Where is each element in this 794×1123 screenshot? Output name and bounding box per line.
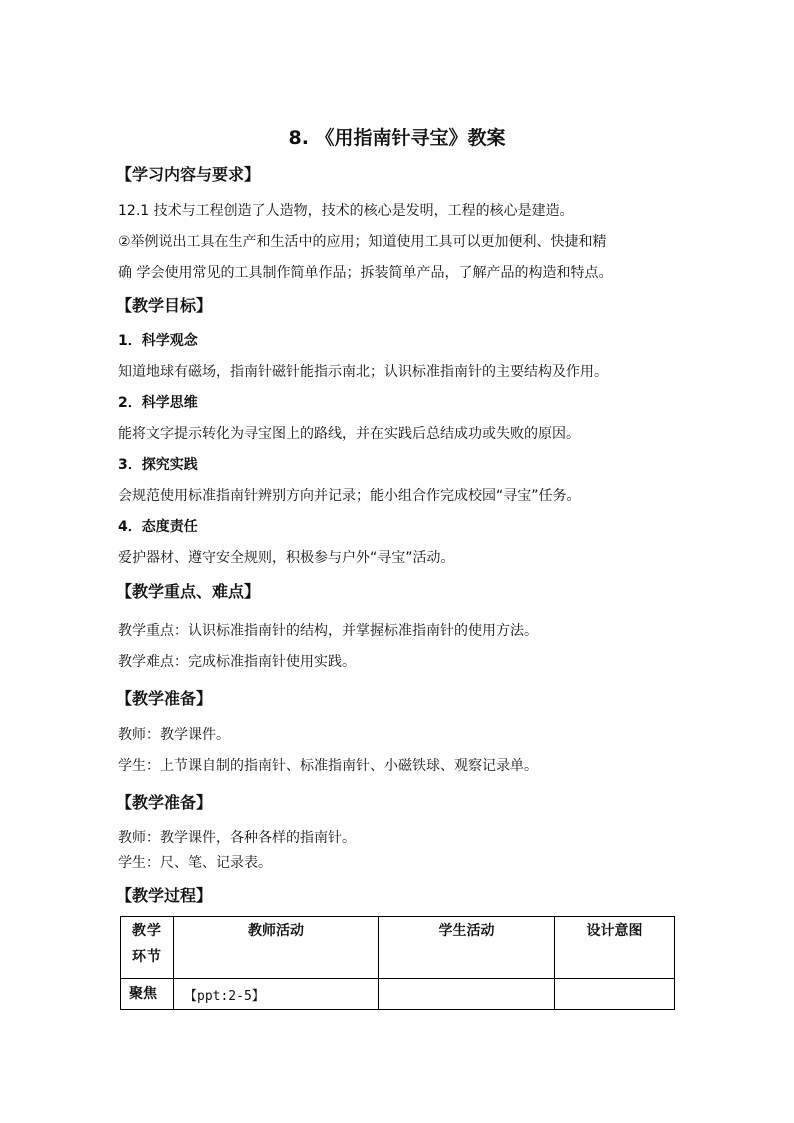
learning-line-2: ②举例说出工具在生产和生活中的应用；知道使用工具可以更加便利、快捷和精 bbox=[118, 234, 607, 250]
header-teacher-activity: 教师活动 bbox=[174, 917, 379, 979]
preparation-2-teacher: 教师：教学课件，各种各样的指南针。 bbox=[118, 830, 356, 846]
row-stage: 聚焦 bbox=[121, 979, 174, 1010]
objective-3-text: 会规范使用标准指南针辨别方向并记录；能小组合作完成校园“寻宝”任务。 bbox=[118, 488, 581, 504]
process-table-header-row bbox=[121, 917, 675, 979]
section-heading-preparation-1: 【教学准备】 bbox=[116, 689, 213, 708]
process-table bbox=[120, 916, 675, 1010]
difficult-point-line: 教学难点：完成标准指南针使用实践。 bbox=[118, 654, 356, 670]
objective-1-title: 1．科学观念 bbox=[118, 333, 198, 349]
objective-4-text: 爱护器材、遵守安全规则，积极参与户外“寻宝”活动。 bbox=[118, 550, 455, 566]
learning-line-1: 12.1 技术与工程创造了人造物，技术的核心是发明，工程的核心是建造。 bbox=[118, 203, 574, 219]
section-heading-key-points: 【教学重点、难点】 bbox=[116, 582, 261, 601]
header-design-intent: 设计意图 bbox=[555, 917, 675, 979]
row-teacher-activity: 【ppt:2-5】 bbox=[174, 979, 379, 1010]
row-design-intent bbox=[555, 979, 675, 1010]
key-point-line: 教学重点：认识标准指南针的结构，并掌握标准指南针的使用方法。 bbox=[118, 623, 538, 639]
table-row bbox=[121, 979, 675, 1010]
section-heading-learning: 【学习内容与要求】 bbox=[116, 165, 261, 184]
preparation-1-teacher: 教师：教学课件。 bbox=[118, 727, 230, 743]
section-heading-objectives: 【教学目标】 bbox=[116, 296, 213, 315]
header-student-activity: 学生活动 bbox=[379, 917, 555, 979]
objective-4-title: 4．态度责任 bbox=[118, 519, 198, 535]
row-student-activity bbox=[379, 979, 555, 1010]
header-stage: 教学环节 bbox=[121, 917, 174, 979]
document-title: 8. 《用指南针寻宝》教案 bbox=[288, 127, 506, 149]
objective-1-text: 知道地球有磁场，指南针磁针能指示南北；认识标准指南针的主要结构及作用。 bbox=[118, 364, 608, 380]
section-heading-process: 【教学过程】 bbox=[116, 886, 213, 905]
objective-2-title: 2．科学思维 bbox=[118, 395, 198, 411]
objective-2-text: 能将文字提示转化为寻宝图上的路线，并在实践后总结成功或失败的原因。 bbox=[118, 426, 580, 442]
preparation-2-student: 学生：尺、笔、记录表。 bbox=[118, 855, 272, 871]
preparation-1-student: 学生：上节课自制的指南针、标准指南针、小磁铁球、观察记录单。 bbox=[118, 758, 538, 774]
section-heading-preparation-2: 【教学准备】 bbox=[116, 793, 213, 812]
objective-3-title: 3．探究实践 bbox=[118, 457, 198, 473]
learning-line-3: 确 学会使用常见的工具制作简单作品；拆装简单产品，了解产品的构造和特点。 bbox=[118, 265, 613, 281]
